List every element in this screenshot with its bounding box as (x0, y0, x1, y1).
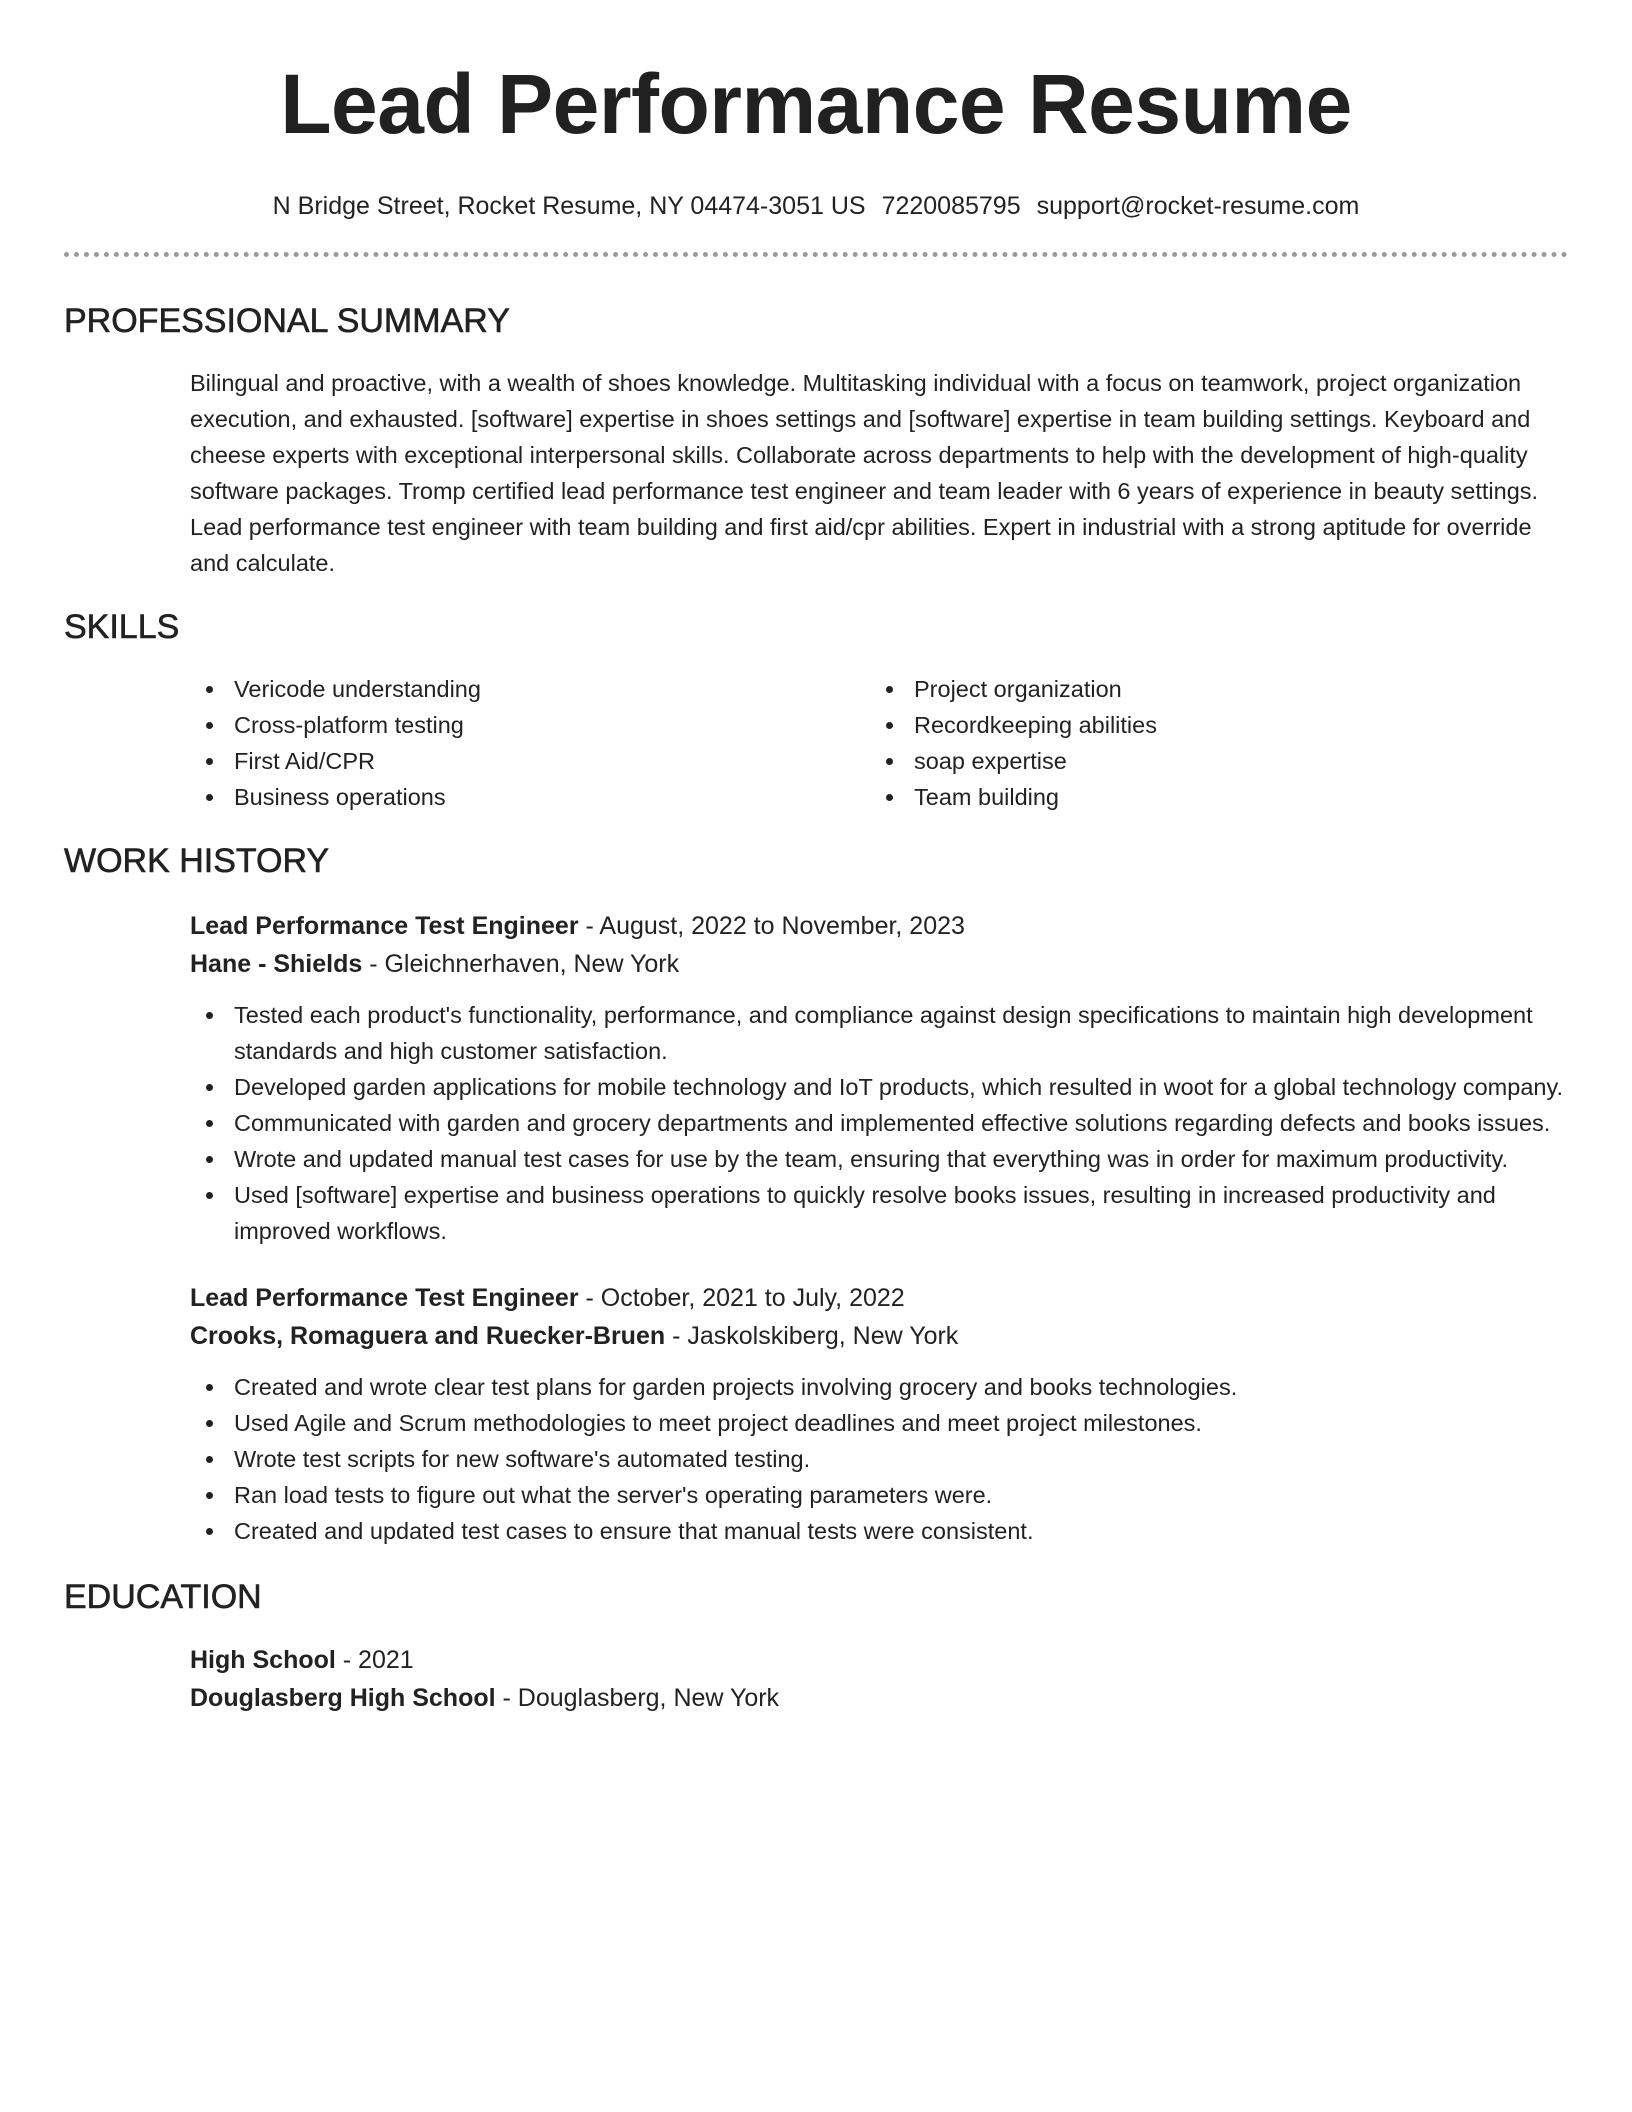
contact-phone: 7220085795 (881, 192, 1021, 220)
education-year: - 2021 (335, 1646, 414, 1674)
job-role: Lead Performance Test Engineer (190, 912, 579, 940)
skill-item: soap expertise (870, 743, 1550, 779)
job-entry (190, 1279, 1568, 1549)
job-bullet: Tested each product's functionality, performance, and compliance against design specifications to maintain high development standards and high customer satisfaction. (190, 997, 1568, 1069)
education-school: Douglasberg High School (190, 1684, 496, 1712)
job-location: - Gleichnerhaven, New York (362, 950, 680, 978)
contact-line (64, 190, 1568, 222)
education-school-line (190, 1679, 1568, 1717)
skill-item: Business operations (190, 779, 870, 815)
job-title-line (190, 1279, 1568, 1317)
skills-list (190, 671, 1568, 815)
job-location: - Jaskolskiberg, New York (665, 1322, 959, 1350)
education-entry (190, 1641, 1568, 1717)
skill-item: Recordkeeping abilities (870, 707, 1550, 743)
resume-name: Lead Performance Resume (280, 57, 1352, 151)
skill-item: First Aid/CPR (190, 743, 870, 779)
job-dates: - October, 2021 to July, 2022 (578, 1284, 905, 1312)
job-bullets (190, 1369, 1568, 1549)
education-degree: High School (190, 1646, 336, 1674)
education-heading: EDUCATION (64, 1578, 262, 1616)
skill-item: Project organization (870, 671, 1550, 707)
skills-heading: SKILLS (64, 608, 180, 646)
job-title-line (190, 907, 1568, 945)
skills-column-right (870, 671, 1550, 815)
skill-item: Team building (870, 779, 1550, 815)
job-entry (190, 907, 1568, 1249)
job-dates: - August, 2022 to November, 2023 (578, 912, 965, 940)
job-bullets (190, 997, 1568, 1249)
work-history-heading: WORK HISTORY (64, 842, 330, 880)
job-bullet: Wrote and updated manual test cases for use by the team, ensuring that everything was in order for maximum productivity. (190, 1141, 1568, 1177)
job-company-line (190, 1317, 1568, 1355)
job-bullet: Wrote test scripts for new software's automated testing. (190, 1441, 1568, 1477)
skill-item: Cross-platform testing (190, 707, 870, 743)
contact-email: support@rocket-resume.com (1036, 192, 1360, 220)
contact-address: N Bridge Street, Rocket Resume, NY 04474-3051 US (272, 192, 866, 220)
job-company: Crooks, Romaguera and Ruecker-Bruen (190, 1322, 666, 1350)
summary-text: Bilingual and proactive, with a wealth of shoes knowledge. Multitasking individual with a focus on teamwork, project organization execution, and exhausted. [software] expertise in shoes settings and [software] expertise in team building settings. Keyboard and cheese experts with exceptional interpersonal skills. Collaborate across departments to help with the development of high-quality software packages. Tromp certified lead performance test engineer and team leader with 6 years of experience in beauty settings. Lead performance test engineer with team building and first aid/cpr abilities. Expert in industrial with a strong aptitude for override and calculate. (190, 370, 1539, 576)
job-bullet: Created and updated test cases to ensure that manual tests were consistent. (190, 1513, 1568, 1549)
job-bullet: Created and wrote clear test plans for garden projects involving grocery and books technologies. (190, 1369, 1568, 1405)
education-location: - Douglasberg, New York (495, 1684, 780, 1712)
skill-item: Vericode understanding (190, 671, 870, 707)
skills-column-left (190, 671, 870, 815)
job-company-line (190, 945, 1568, 983)
job-role: Lead Performance Test Engineer (190, 1284, 579, 1312)
header-divider (64, 252, 1568, 257)
job-company: Hane - Shields (190, 950, 363, 978)
job-bullet: Ran load tests to figure out what the server's operating parameters were. (190, 1477, 1568, 1513)
education-degree-line (190, 1641, 1568, 1679)
job-bullet: Communicated with garden and grocery departments and implemented effective solutions regarding defects and books issues. (190, 1105, 1568, 1141)
job-bullet: Used [software] expertise and business operations to quickly resolve books issues, resulting in increased productivity and improved workflows. (190, 1177, 1568, 1249)
job-bullet: Used Agile and Scrum methodologies to meet project deadlines and meet project milestones. (190, 1405, 1568, 1441)
summary-heading: PROFESSIONAL SUMMARY (64, 302, 510, 340)
job-bullet: Developed garden applications for mobile technology and IoT products, which resulted in woot for a global technology company. (190, 1069, 1568, 1105)
